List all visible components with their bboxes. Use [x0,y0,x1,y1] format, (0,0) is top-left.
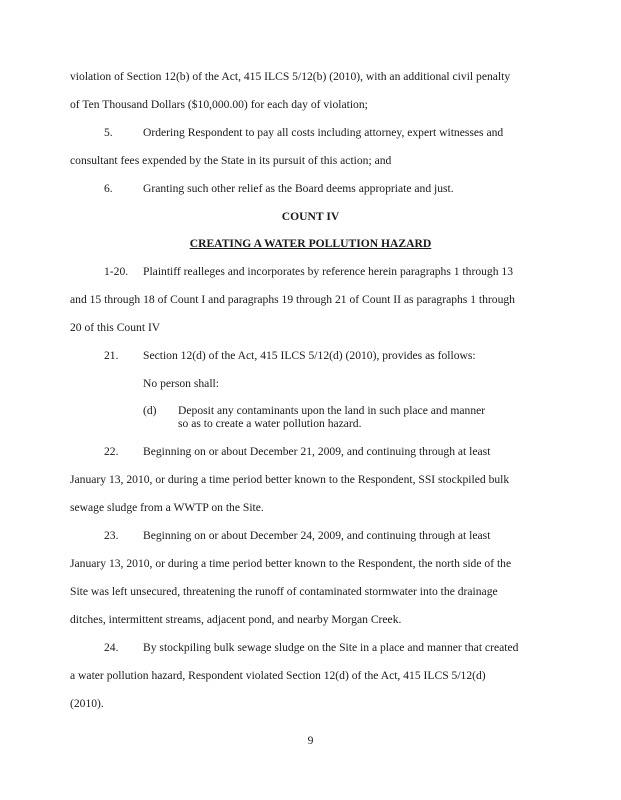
para21-sub-label: (d) [143,404,157,417]
page-number: 9 [307,734,314,747]
intro-line-1: violation of Section 12(b) of the Act, 415 ILCS 5/12(b) (2010), with an additional civil penalty [70,70,511,83]
item6-number: 6. [104,182,113,195]
para24-number: 24. [104,641,119,654]
para21-number: 21. [104,349,119,362]
count-heading: COUNT IV [281,210,340,223]
para1-20-number: 1-20. [104,265,129,278]
para24-line-2: a water pollution hazard, Respondent violated Section 12(d) of the Act, 415 ILCS 5/12(d) [70,669,486,682]
para22-line-3: sewage sludge from a WWTP on the Site. [70,501,264,514]
para1-20-line-2: and 15 through 18 of Count I and paragraphs 19 through 21 of Count II as paragraphs 1 through [70,293,515,306]
para22-line-1: Beginning on or about December 21, 2009, and continuing through at least [143,445,491,458]
item6-line-1: Granting such other relief as the Board deems appropriate and just. [143,182,454,195]
intro-line-2: of Ten Thousand Dollars ($10,000.00) for each day of violation; [70,98,368,111]
para23-number: 23. [104,529,119,542]
para1-20-line-3: 20 of this Count IV [70,321,161,334]
para23-line-3: Site was left unsecured, threatening the runoff of contaminated stormwater into the drainage [70,585,498,598]
para21-line-1: Section 12(d) of the Act, 415 ILCS 5/12(d) (2010), provides as follows: [143,349,476,362]
para1-20-line-1: Plaintiff realleges and incorporates by reference herein paragraphs 1 through 13 [143,265,513,278]
para22-number: 22. [104,445,119,458]
item5-number: 5. [104,126,113,139]
para23-line-1: Beginning on or about December 24, 2009, and continuing through at least [143,529,491,542]
para24-line-3: (2010). [70,697,104,710]
para23-line-2: January 13, 2010, or during a time period better known to the Respondent, the north side of the [70,557,512,570]
para23-line-4: ditches, intermittent streams, adjacent pond, and nearby Morgan Creek. [70,613,402,626]
para24-line-1: By stockpiling bulk sewage sludge on the Site in a place and manner that created [143,641,519,654]
para21-quote-intro: No person shall: [143,377,219,390]
para21-sub-line-2: so as to create a water pollution hazard. [178,417,362,430]
para22-line-2: January 13, 2010, or during a time period better known to the Respondent, SSI stockpiled bulk [70,473,510,486]
item5-line-1: Ordering Respondent to pay all costs including attorney, expert witnesses and [143,126,504,139]
para21-sub-line-1: Deposit any contaminants upon the land in such place and manner [178,404,486,417]
count-subheading: CREATING A WATER POLLUTION HAZARD [189,237,432,250]
item5-line-2: consultant fees expended by the State in its pursuit of this action; and [70,154,392,167]
